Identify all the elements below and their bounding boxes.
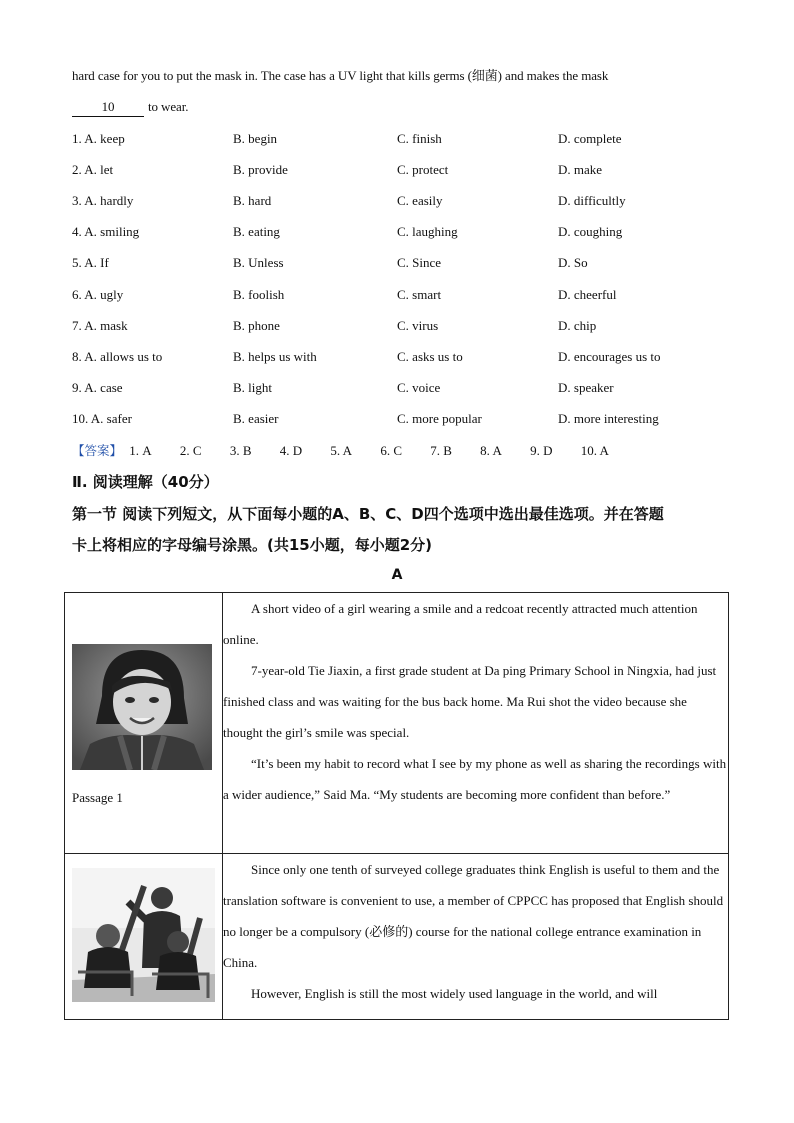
option-d: D. speaker xyxy=(558,380,614,395)
option-d: D. complete xyxy=(558,131,622,146)
option-d: D. encourages us to xyxy=(558,349,661,364)
answer-item: 10. A xyxy=(580,443,609,458)
option-d: D. difficultly xyxy=(558,193,626,208)
option-b: B. begin xyxy=(233,131,278,146)
option-b: B. foolish xyxy=(233,287,285,302)
option-row-9 xyxy=(72,379,732,397)
option-c: C. laughing xyxy=(397,224,458,239)
option-row-7 xyxy=(72,317,732,335)
passage-text-cell xyxy=(223,593,729,854)
passage-paragraph: However, English is still the most widely used language in the world, and will xyxy=(251,986,658,1001)
answer-item: 4. D xyxy=(279,443,303,458)
answer-line xyxy=(72,442,630,460)
option-c: C. finish xyxy=(397,131,442,146)
option-row-2 xyxy=(72,161,732,179)
intro-line-2-text: to wear. xyxy=(148,99,189,114)
option-d: D. make xyxy=(558,162,603,177)
answer-item: 8. A xyxy=(480,443,502,458)
passage-row-1 xyxy=(65,593,729,854)
option-d: D. more interesting xyxy=(558,411,659,426)
option-a: 5. A. If xyxy=(72,255,109,270)
option-c: C. more popular xyxy=(397,411,482,426)
option-a: 2. A. let xyxy=(72,162,114,177)
option-c: C. smart xyxy=(397,287,442,302)
option-a: 6. A. ugly xyxy=(72,287,124,302)
option-row-3 xyxy=(72,192,732,210)
option-c: C. protect xyxy=(397,162,449,177)
option-b: B. eating xyxy=(233,224,280,239)
option-c: C. voice xyxy=(397,380,441,395)
passage-table xyxy=(64,592,729,1020)
option-row-8 xyxy=(72,348,732,366)
option-b: B. easier xyxy=(233,411,279,426)
option-b: B. light xyxy=(233,380,273,395)
option-b: B. hard xyxy=(233,193,272,208)
answer-item: 7. B xyxy=(430,443,452,458)
passage-image-cell xyxy=(65,593,223,854)
option-d: D. coughing xyxy=(558,224,623,239)
intro-line-2 xyxy=(72,98,188,117)
part-label: A xyxy=(391,567,403,583)
intro-line-1: hard case for you to put the mask in. The case has a UV light that kills germs (细菌) and makes the mask xyxy=(72,68,609,83)
option-row-4 xyxy=(72,223,732,241)
option-a: 1. A. keep xyxy=(72,131,125,146)
option-b: B. helps us with xyxy=(233,349,317,364)
passage-image-cell xyxy=(65,854,223,1020)
option-a: 4. A. smiling xyxy=(72,224,140,239)
passage-paragraph: Since only one tenth of surveyed college graduates think English is useful to them and the translation software is convenient to use, a member of CPPCC has proposed that English should no longer be a compulsory (必修的) course for the national college entrance examination in China. xyxy=(223,862,724,970)
option-b: B. Unless xyxy=(233,255,284,270)
option-c: C. virus xyxy=(397,318,439,333)
section-title: Ⅱ. 阅读理解（40分） xyxy=(72,473,219,491)
option-d: D. So xyxy=(558,255,588,270)
answer-tag: 【答案】 xyxy=(72,443,123,458)
option-a: 7. A. mask xyxy=(72,318,128,333)
passage-text-cell xyxy=(223,854,729,1020)
option-row-1 xyxy=(72,130,732,148)
answer-item: 6. C xyxy=(380,443,402,458)
girl-photo-image xyxy=(72,644,212,770)
option-row-5 xyxy=(72,254,732,272)
option-b: B. phone xyxy=(233,318,280,333)
option-row-6 xyxy=(72,286,732,304)
option-c: C. asks us to xyxy=(397,349,463,364)
section-instruction-line-2: 卡上将相应的字母编号涂黑。(共15小题，每小题2分) xyxy=(72,536,433,554)
option-c: C. Since xyxy=(397,255,442,270)
answer-item: 9. D xyxy=(530,443,553,458)
passage-paragraph: 7-year-old Tie Jiaxin, a first grade student at Da ping Primary School in Ningxia, had just finished class and was waiting for the bus back home. Ma Rui shot the video because she thought the girl’s smile was special. xyxy=(223,663,717,740)
option-b: B. provide xyxy=(233,162,288,177)
option-row-10 xyxy=(72,410,732,428)
section-instruction-line-1: 第一节 阅读下列短文，从下面每小题的A、B、C、D四个选项中选出最佳选项。并在答题 xyxy=(72,505,664,523)
classroom-photo-image xyxy=(72,868,215,1002)
passage-row-2 xyxy=(65,854,729,1020)
answer-item: 5. A xyxy=(330,443,353,458)
option-a: 9. A. case xyxy=(72,380,123,395)
option-d: D. chip xyxy=(558,318,597,333)
option-a: 8. A. allows us to xyxy=(72,349,163,364)
option-a: 3. A. hardly xyxy=(72,193,134,208)
answer-item: 3. B xyxy=(229,443,252,458)
option-d: D. cheerful xyxy=(558,287,617,302)
option-c: C. easily xyxy=(397,193,443,208)
answer-item: 2. C xyxy=(179,443,202,458)
option-a: 10. A. safer xyxy=(72,411,132,426)
passage-paragraph: A short video of a girl wearing a smile and a redcoat recently attracted much attention online. xyxy=(223,601,698,647)
answer-item: 1. A xyxy=(129,443,152,458)
passage-caption: Passage 1 xyxy=(72,790,123,805)
answer-blank: 10 xyxy=(72,98,144,117)
passage-paragraph: “It’s been my habit to record what I see by my phone as well as sharing the recordings with a wider audience,” Said Ma. “My students are becoming more confident than before.” xyxy=(223,756,727,802)
